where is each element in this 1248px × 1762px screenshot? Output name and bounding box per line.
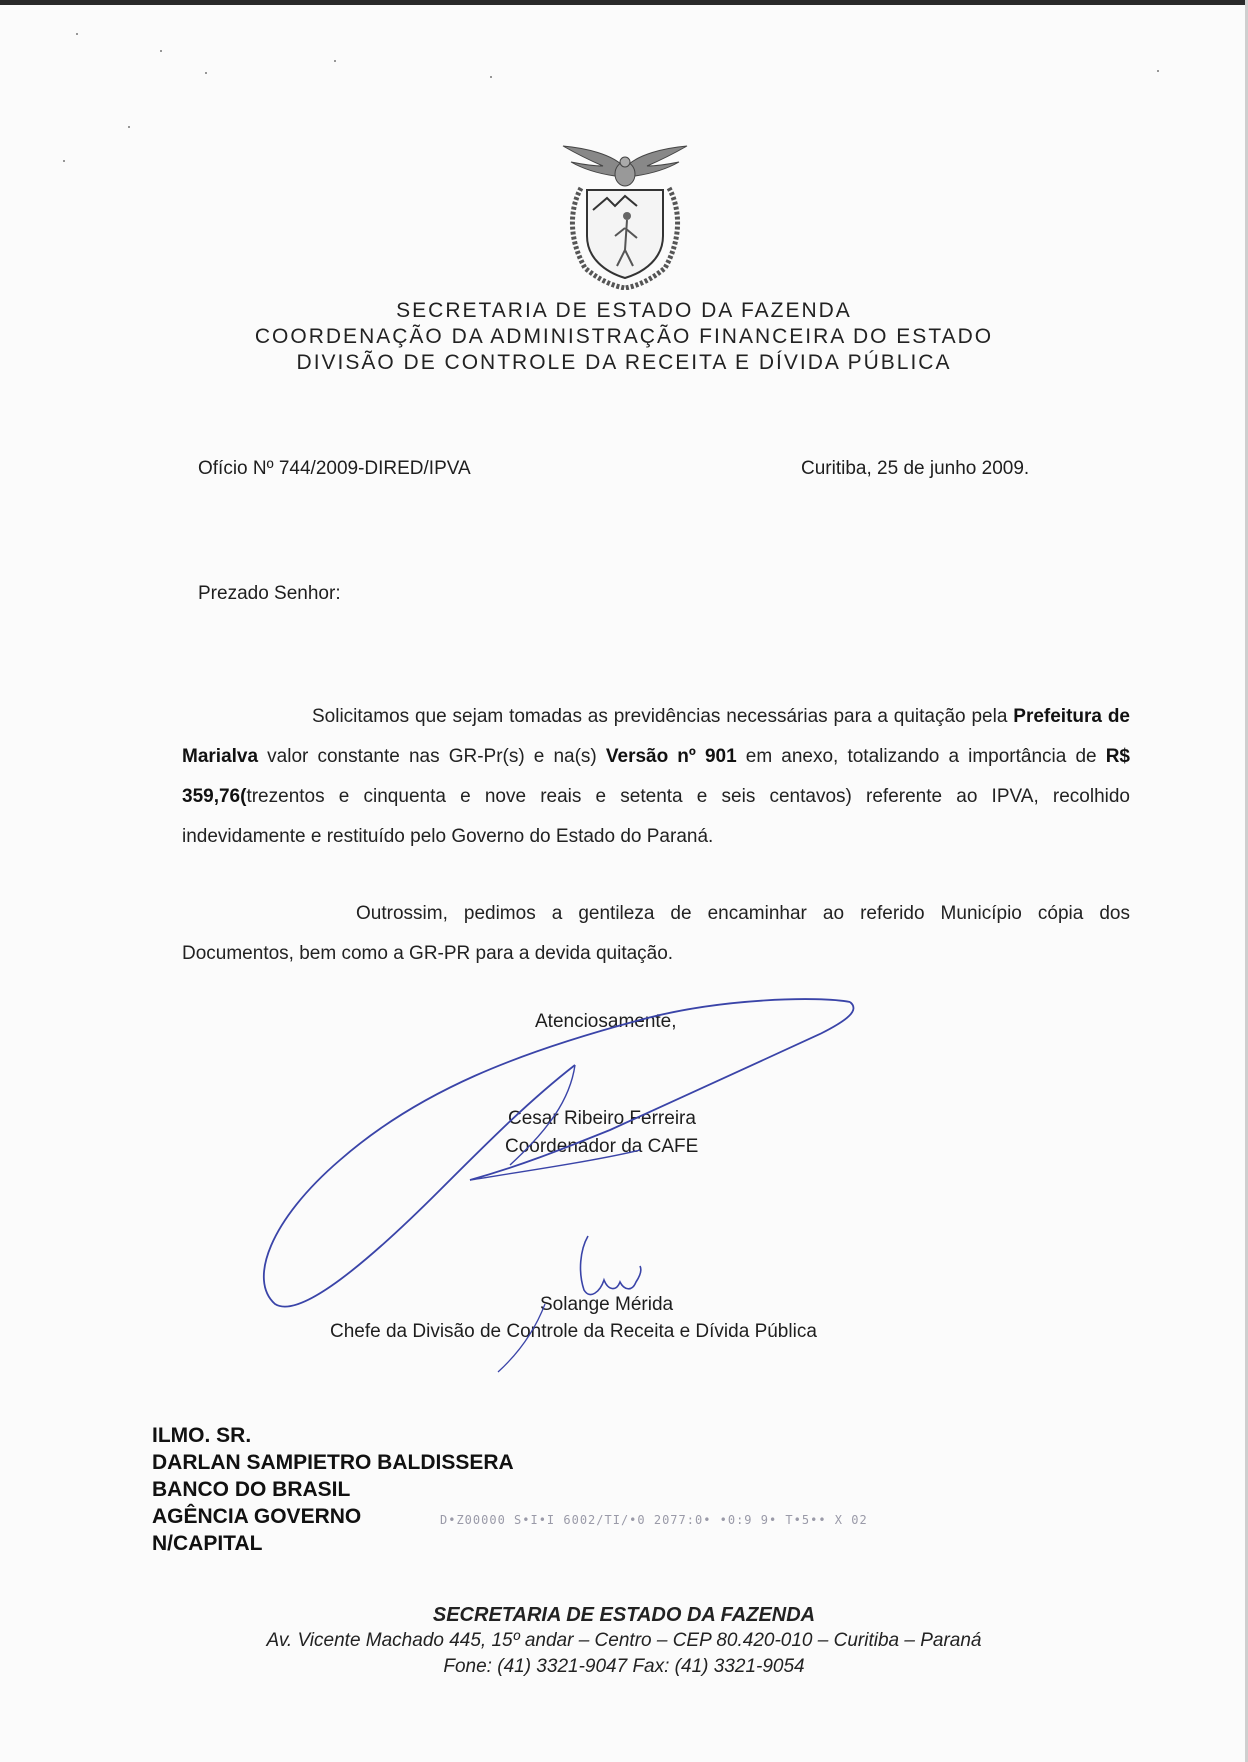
- footer-line-address: Av. Vicente Machado 445, 15º andar – Centro – CEP 80.420-010 – Curitiba – Paraná: [266, 1630, 982, 1651]
- body-paragraph-1: [182, 697, 1130, 857]
- salutation: Prezado Senhor:: [198, 583, 341, 604]
- scan-speck: [205, 72, 207, 74]
- header-line-divisao: DIVISÃO DE CONTROLE DA RECEITA E DÍVIDA PÚBLICA: [296, 351, 952, 374]
- signatory-2-role: Chefe da Divisão de Controle da Receita e Dívida Pública: [330, 1321, 817, 1342]
- scan-speck: [334, 60, 336, 62]
- scan-speck: [128, 126, 130, 128]
- parana-coat-of-arms-icon: [555, 140, 695, 290]
- receipt-stamp: D•Z00000 S•I•I 6002/TI/•0 2077:0• •0:9 9• T•5•• X 02: [440, 1513, 868, 1527]
- body-text-segment: Solicitamos que sejam tomadas as previdências necessárias para a quitação pela: [312, 706, 1014, 727]
- place-and-date: Curitiba, 25 de junho 2009.: [801, 458, 1030, 479]
- letter-reference: Ofício Nº 744/2009-DIRED/IPVA: [198, 458, 471, 479]
- body-text-segment: valor constante nas GR-Pr(s) e na(s): [258, 746, 606, 767]
- body-text-segment: em anexo, totalizando a importância de: [736, 746, 1106, 767]
- signatory-1-name: Cesar Ribeiro Ferreira: [508, 1108, 696, 1129]
- scan-speck: [160, 50, 162, 52]
- addressee-line-5: N/CAPITAL: [152, 1532, 263, 1555]
- scan-speck: [490, 76, 492, 78]
- body-paragraph-2: Outrossim, pedimos a gentileza de encaminhar ao referido Município cópia dos Documentos, bem como a GR-PR para a devida quitação.: [182, 903, 1130, 964]
- footer-line-phone: Fone: (41) 3321-9047 Fax: (41) 3321-9054: [443, 1656, 805, 1677]
- addressee-line-4: AGÊNCIA GOVERNO: [152, 1505, 362, 1528]
- signatory-1-role: Coordenador da CAFE: [505, 1136, 699, 1157]
- scan-speck: [1157, 70, 1159, 72]
- body-bold-segment: R$ 359,76(: [182, 746, 1130, 807]
- scan-speck: [76, 33, 78, 35]
- footer-line-secretaria: SECRETARIA DE ESTADO DA FAZENDA: [432, 1604, 816, 1626]
- header-line-secretaria: SECRETARIA DE ESTADO DA FAZENDA: [396, 299, 852, 322]
- signatory-2-name: Solange Mérida: [540, 1294, 674, 1315]
- page-top-edge: [0, 0, 1248, 5]
- body-bold-segment: Prefeitura de Marialva: [182, 706, 1130, 767]
- addressee-line-3: BANCO DO BRASIL: [152, 1478, 351, 1501]
- addressee-line-2: DARLAN SAMPIETRO BALDISSERA: [152, 1451, 514, 1474]
- scan-speck: [63, 160, 65, 162]
- body-bold-segment: Versão nº 901: [605, 746, 737, 767]
- header-line-coordenacao: COORDENAÇÃO DA ADMINISTRAÇÃO FINANCEIRA DO ESTADO: [254, 325, 994, 348]
- addressee-line-1: ILMO. SR.: [152, 1424, 252, 1447]
- closing: Atenciosamente,: [535, 1011, 677, 1032]
- signature-2-stroke: [581, 1236, 641, 1295]
- body-text-segment: trezentos e cinquenta e nove reais e setenta e seis centavos) referente ao IPVA, recolhido indevidamente e restituído pelo Governo do Estado do Paraná.: [182, 786, 1130, 847]
